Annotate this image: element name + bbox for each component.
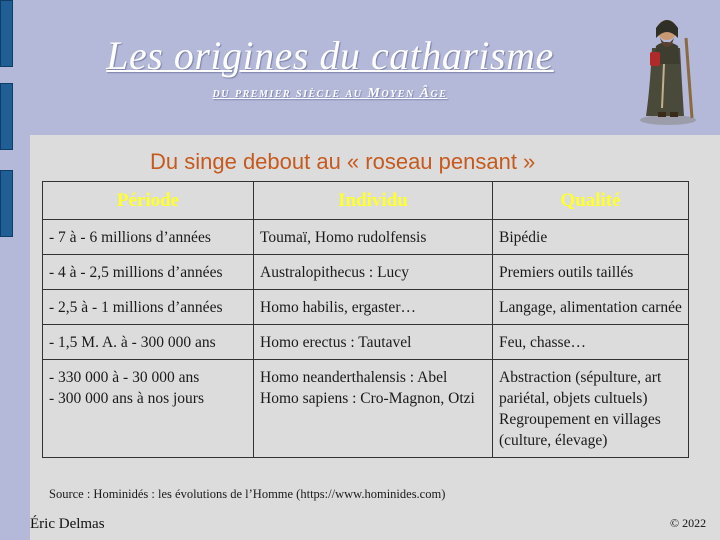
monk-figurine-icon [632,8,702,126]
cell-periode: - 1,5 M. A. à - 300 000 ans [43,325,254,360]
cell-individu: Homo neanderthalensis : Abel Homo sapiens : Cro-Magnon, Otzi [254,360,493,458]
header-individu: Individu [254,182,493,220]
table-row [43,220,689,255]
cell-periode: - 2,5 à - 1 millions d’années [43,290,254,325]
cell-individu: Homo erectus : Tautavel [254,325,493,360]
copyright-notice: © 2022 [670,516,707,530]
cell-periode: - 4 à - 2,5 millions d’années [43,255,254,290]
cell-individu: Australopithecus : Lucy [254,255,493,290]
table-row [43,255,689,290]
cell-periode: - 330 000 à - 30 000 ans - 300 000 ans à nos jours [43,360,254,458]
cell-qualite: Feu, chasse… [493,325,689,360]
cell-individu: Toumaï, Homo rudolfensis [254,220,493,255]
table-row [43,360,689,458]
source-note: Source : Hominidés : les évolutions de l’Homme (https://www.hominides.com) [49,487,446,501]
hominid-table [42,181,689,458]
header-qualite: Qualité [493,182,689,220]
table-row [43,290,689,325]
cell-qualite: Abstraction (sépulture, art pariétal, objets cultuels) Regroupement en villages (culture, élevage) [493,360,689,458]
page-title: Les origines du catharisme [106,33,554,78]
table-row [43,325,689,360]
side-tab-3 [0,170,13,237]
table-header-row [43,182,689,220]
cell-qualite: Langage, alimentation carnée [493,290,689,325]
header [0,0,720,135]
cell-periode: - 7 à - 6 millions d’années [43,220,254,255]
author-name: Éric Delmas [30,516,105,532]
cell-individu: Homo habilis, ergaster… [254,290,493,325]
cell-qualite: Bipédie [493,220,689,255]
header-periode: Période [43,182,254,220]
cell-qualite: Premiers outils taillés [493,255,689,290]
page-subtitle: du premier siècle au Moyen Âge [212,86,448,101]
section-title: Du singe debout au « roseau pensant » [150,149,536,174]
